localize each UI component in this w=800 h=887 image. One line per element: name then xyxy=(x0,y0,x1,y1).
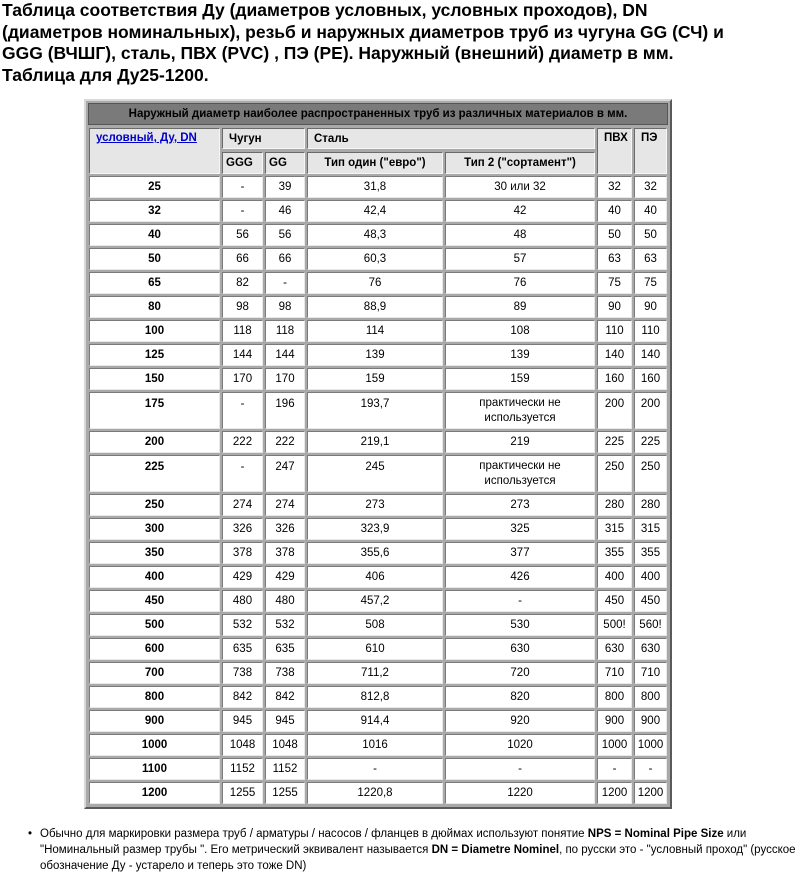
cell-steel-type1: 812,8 xyxy=(307,686,443,708)
cell-gg: 274 xyxy=(265,494,305,516)
cell-steel-type1: 273 xyxy=(307,494,443,516)
cell-gg: 842 xyxy=(265,686,305,708)
cell-pvc: 50 xyxy=(597,224,632,246)
cell-pvc: 800 xyxy=(597,686,632,708)
cell-gg: 46 xyxy=(265,200,305,222)
header-ggg: GGG xyxy=(222,152,263,174)
cell-gg: 170 xyxy=(265,368,305,390)
cell-dn: 300 xyxy=(89,518,220,540)
cell-ggg: 1048 xyxy=(222,734,263,756)
bullet-icon: • xyxy=(28,828,33,840)
cell-pe: 40 xyxy=(634,200,667,222)
cell-steel-type2: 89 xyxy=(445,296,595,318)
header-gg: GG xyxy=(265,152,305,174)
cell-gg: 429 xyxy=(265,566,305,588)
cell-pe: 280 xyxy=(634,494,667,516)
cell-pe: 250 xyxy=(634,455,667,492)
cell-ggg: 118 xyxy=(222,320,263,342)
cell-gg: 66 xyxy=(265,248,305,270)
cell-pvc: 110 xyxy=(597,320,632,342)
cell-dn: 225 xyxy=(89,455,220,492)
cell-pvc: 160 xyxy=(597,368,632,390)
header-steel: Сталь xyxy=(307,128,595,149)
page-title xyxy=(2,0,798,86)
cell-steel-type2: 1020 xyxy=(445,734,595,756)
cell-dn: 500 xyxy=(89,614,220,636)
cell-pe: 710 xyxy=(634,662,667,684)
cell-pvc: 250 xyxy=(597,455,632,492)
cell-dn: 175 xyxy=(89,392,220,429)
cell-steel-type2: 325 xyxy=(445,518,595,540)
cell-ggg: 1255 xyxy=(222,782,263,804)
cell-steel-type1: 42,4 xyxy=(307,200,443,222)
cell-gg: 378 xyxy=(265,542,305,564)
cell-steel-type1: 139 xyxy=(307,344,443,366)
cell-pvc: 63 xyxy=(597,248,632,270)
cell-steel-type2: - xyxy=(445,758,595,780)
cell-steel-type1: 88,9 xyxy=(307,296,443,318)
cell-gg: 738 xyxy=(265,662,305,684)
cell-steel-type1: - xyxy=(307,758,443,780)
cell-dn: 1100 xyxy=(89,758,220,780)
dn-header-link[interactable]: условный, Ду, DN xyxy=(96,132,197,144)
cell-pe: 355 xyxy=(634,542,667,564)
cell-dn: 800 xyxy=(89,686,220,708)
footnote-part: Обычно для маркировки размера труб / арматуры / насосов / фланцев в дюймах используют понятие xyxy=(40,828,588,840)
diameter-table xyxy=(84,99,672,809)
header-cast-iron: Чугун xyxy=(222,128,305,149)
header-pe: ПЭ xyxy=(634,128,667,174)
cell-steel-type1: 355,6 xyxy=(307,542,443,564)
cell-steel-type2: 630 xyxy=(445,638,595,660)
cell-ggg: 480 xyxy=(222,590,263,612)
cell-pe: 110 xyxy=(634,320,667,342)
cell-dn: 600 xyxy=(89,638,220,660)
title-line: GGG (ВЧШГ), сталь, ПВХ (PVC) , ПЭ (PE). Наружный (внешний) диаметр в мм. xyxy=(2,43,674,63)
title-line: Таблица для Ду25-1200. xyxy=(2,64,209,85)
cell-dn: 900 xyxy=(89,710,220,732)
cell-pe: 560! xyxy=(634,614,667,636)
cell-steel-type2: 42 xyxy=(445,200,595,222)
cell-dn: 1200 xyxy=(89,782,220,804)
cell-ggg: - xyxy=(222,200,263,222)
cell-pe: 800 xyxy=(634,686,667,708)
cell-pvc: 90 xyxy=(597,296,632,318)
cell-gg: 1048 xyxy=(265,734,305,756)
cell-gg: 1152 xyxy=(265,758,305,780)
cell-gg: 532 xyxy=(265,614,305,636)
cell-pe: 450 xyxy=(634,590,667,612)
cell-pvc: 630 xyxy=(597,638,632,660)
cell-steel-type2: 30 или 32 xyxy=(445,176,595,198)
cell-steel-type2: 273 xyxy=(445,494,595,516)
cell-dn: 150 xyxy=(89,368,220,390)
cell-ggg: 1152 xyxy=(222,758,263,780)
cell-dn: 200 xyxy=(89,431,220,453)
cell-pe: 63 xyxy=(634,248,667,270)
cell-steel-type2: 219 xyxy=(445,431,595,453)
cell-dn: 450 xyxy=(89,590,220,612)
cell-steel-type1: 1016 xyxy=(307,734,443,756)
cell-steel-type1: 508 xyxy=(307,614,443,636)
cell-ggg: 738 xyxy=(222,662,263,684)
footnote-part: или "Номинальный размер трубы ". Его метрический эквивалент называется xyxy=(40,828,747,856)
header-steel-type1: Тип один ("евро") xyxy=(307,152,443,174)
cell-gg: 635 xyxy=(265,638,305,660)
cell-pe: 1000 xyxy=(634,734,667,756)
cell-gg: 247 xyxy=(265,455,305,492)
cell-pvc: 315 xyxy=(597,518,632,540)
cell-pe: 225 xyxy=(634,431,667,453)
cell-steel-type1: 159 xyxy=(307,368,443,390)
cell-gg: 144 xyxy=(265,344,305,366)
cell-pvc: 75 xyxy=(597,272,632,294)
cell-pvc: 40 xyxy=(597,200,632,222)
cell-ggg: 170 xyxy=(222,368,263,390)
title-line: Таблица соответствия Ду (диаметров условных, условных проходов), DN xyxy=(2,0,648,20)
cell-dn: 100 xyxy=(89,320,220,342)
cell-steel-type1: 1220,8 xyxy=(307,782,443,804)
cell-pe: 90 xyxy=(634,296,667,318)
cell-steel-type2: 48 xyxy=(445,224,595,246)
cell-pvc: 140 xyxy=(597,344,632,366)
cell-ggg: 66 xyxy=(222,248,263,270)
cell-steel-type1: 48,3 xyxy=(307,224,443,246)
cell-dn: 700 xyxy=(89,662,220,684)
cell-gg: - xyxy=(265,272,305,294)
cell-steel-type1: 406 xyxy=(307,566,443,588)
cell-steel-type1: 245 xyxy=(307,455,443,492)
cell-pvc: 900 xyxy=(597,710,632,732)
header-dn[interactable] xyxy=(89,128,220,174)
cell-gg: 326 xyxy=(265,518,305,540)
cell-dn: 40 xyxy=(89,224,220,246)
cell-pvc: 280 xyxy=(597,494,632,516)
cell-steel-type2: 920 xyxy=(445,710,595,732)
cell-ggg: 326 xyxy=(222,518,263,540)
cell-steel-type2: 377 xyxy=(445,542,595,564)
footnote-term: NPS = Nominal Pipe Size xyxy=(587,828,724,840)
cell-pvc: 710 xyxy=(597,662,632,684)
cell-steel-type1: 60,3 xyxy=(307,248,443,270)
cell-steel-type2: 108 xyxy=(445,320,595,342)
cell-steel-type2: 76 xyxy=(445,272,595,294)
footnote-part: , по русски это - "условный проход" (русское обозначение Ду - устарело и теперь это тоже DN) xyxy=(40,844,796,872)
cell-pvc: 355 xyxy=(597,542,632,564)
cell-dn: 400 xyxy=(89,566,220,588)
cell-steel-type1: 711,2 xyxy=(307,662,443,684)
cell-pvc: 1200 xyxy=(597,782,632,804)
cell-steel-type1: 76 xyxy=(307,272,443,294)
cell-pvc: 1000 xyxy=(597,734,632,756)
cell-pe: 50 xyxy=(634,224,667,246)
cell-gg: 39 xyxy=(265,176,305,198)
cell-ggg: 56 xyxy=(222,224,263,246)
cell-pe: 1200 xyxy=(634,782,667,804)
cell-pe: 140 xyxy=(634,344,667,366)
table-caption: Наружный диаметр наиболее распространенных труб из различных материалов в мм. xyxy=(88,103,668,125)
cell-pe: 630 xyxy=(634,638,667,660)
title-line: (диаметров номинальных), резьб и наружных диаметров труб из чугуна GG (СЧ) и xyxy=(2,21,724,42)
cell-steel-type2: - xyxy=(445,590,595,612)
cell-dn: 80 xyxy=(89,296,220,318)
cell-steel-type2: практически не используется xyxy=(445,455,595,492)
cell-steel-type1: 114 xyxy=(307,320,443,342)
cell-ggg: 144 xyxy=(222,344,263,366)
cell-dn: 250 xyxy=(89,494,220,516)
footnote-term: DN = Diametre Nominel xyxy=(431,844,560,856)
cell-ggg: - xyxy=(222,392,263,429)
cell-pvc: 32 xyxy=(597,176,632,198)
cell-steel-type2: 720 xyxy=(445,662,595,684)
cell-pe: 200 xyxy=(634,392,667,429)
cell-pvc: 225 xyxy=(597,431,632,453)
header-pvc: ПВХ xyxy=(597,128,632,174)
cell-pvc: 500! xyxy=(597,614,632,636)
cell-gg: 196 xyxy=(265,392,305,429)
cell-pe: - xyxy=(634,758,667,780)
cell-ggg: 532 xyxy=(222,614,263,636)
cell-steel-type2: 159 xyxy=(445,368,595,390)
cell-pvc: 200 xyxy=(597,392,632,429)
cell-steel-type2: 139 xyxy=(445,344,595,366)
cell-steel-type1: 323,9 xyxy=(307,518,443,540)
cell-dn: 50 xyxy=(89,248,220,270)
cell-steel-type2: 426 xyxy=(445,566,595,588)
cell-ggg: 222 xyxy=(222,431,263,453)
cell-pvc: - xyxy=(597,758,632,780)
cell-gg: 98 xyxy=(265,296,305,318)
cell-ggg: 945 xyxy=(222,710,263,732)
cell-gg: 222 xyxy=(265,431,305,453)
cell-gg: 945 xyxy=(265,710,305,732)
cell-gg: 480 xyxy=(265,590,305,612)
cell-pe: 75 xyxy=(634,272,667,294)
cell-gg: 1255 xyxy=(265,782,305,804)
cell-steel-type2: 1220 xyxy=(445,782,595,804)
cell-steel-type2: 57 xyxy=(445,248,595,270)
cell-ggg: - xyxy=(222,455,263,492)
cell-ggg: 842 xyxy=(222,686,263,708)
cell-ggg: 274 xyxy=(222,494,263,516)
cell-ggg: - xyxy=(222,176,263,198)
cell-dn: 65 xyxy=(89,272,220,294)
cell-pvc: 400 xyxy=(597,566,632,588)
cell-gg: 56 xyxy=(265,224,305,246)
cell-ggg: 98 xyxy=(222,296,263,318)
cell-steel-type1: 219,1 xyxy=(307,431,443,453)
cell-steel-type2: 530 xyxy=(445,614,595,636)
cell-ggg: 429 xyxy=(222,566,263,588)
cell-ggg: 635 xyxy=(222,638,263,660)
cell-steel-type1: 457,2 xyxy=(307,590,443,612)
cell-steel-type1: 31,8 xyxy=(307,176,443,198)
cell-dn: 350 xyxy=(89,542,220,564)
cell-pe: 32 xyxy=(634,176,667,198)
cell-pe: 400 xyxy=(634,566,667,588)
cell-pe: 900 xyxy=(634,710,667,732)
cell-gg: 118 xyxy=(265,320,305,342)
cell-steel-type1: 193,7 xyxy=(307,392,443,429)
cell-pe: 160 xyxy=(634,368,667,390)
cell-dn: 125 xyxy=(89,344,220,366)
cell-steel-type2: 820 xyxy=(445,686,595,708)
cell-steel-type1: 610 xyxy=(307,638,443,660)
cell-dn: 32 xyxy=(89,200,220,222)
cell-pvc: 450 xyxy=(597,590,632,612)
cell-steel-type2: практически не используется xyxy=(445,392,595,429)
cell-ggg: 378 xyxy=(222,542,263,564)
cell-pe: 315 xyxy=(634,518,667,540)
header-steel-type2: Тип 2 ("сортамент") xyxy=(445,152,595,174)
footnote-text xyxy=(40,826,796,874)
cell-ggg: 82 xyxy=(222,272,263,294)
cell-dn: 1000 xyxy=(89,734,220,756)
cell-dn: 25 xyxy=(89,176,220,198)
cell-steel-type1: 914,4 xyxy=(307,710,443,732)
